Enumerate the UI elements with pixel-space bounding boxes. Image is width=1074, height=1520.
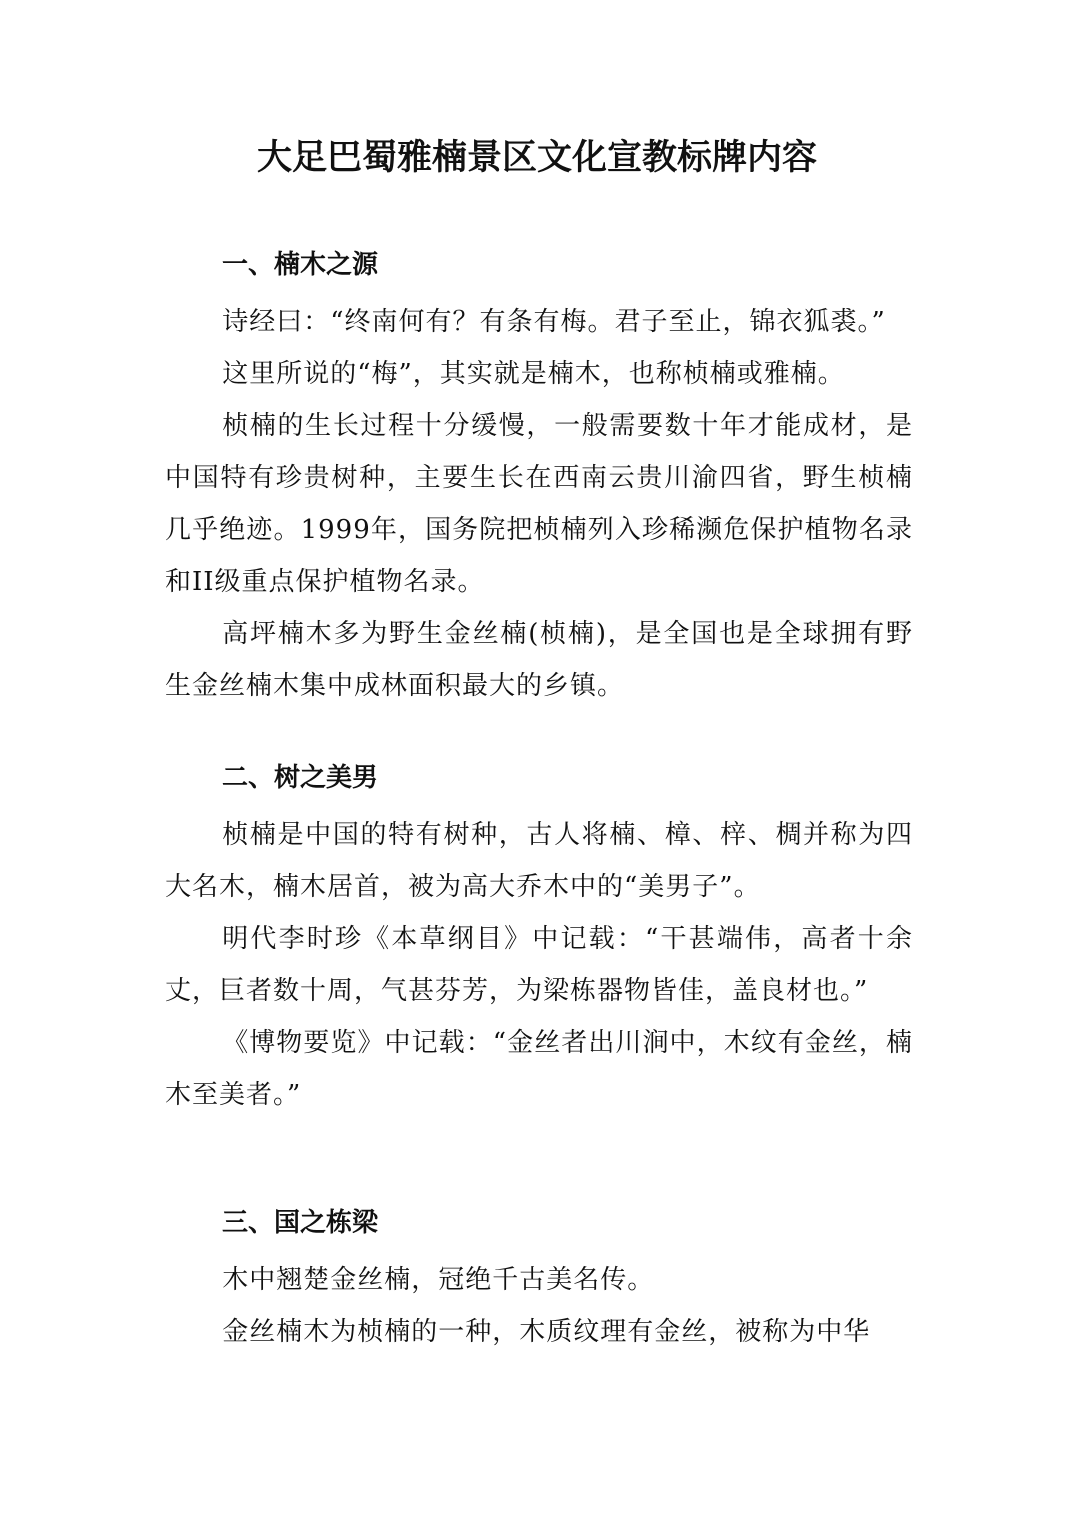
section-body xyxy=(165,1254,913,1358)
section-body xyxy=(165,809,913,1121)
document-title: 大足巴蜀雅楠景区文化宣教标牌内容 xyxy=(256,137,817,178)
section-national-pillar xyxy=(165,1208,913,1358)
paragraph: 高坪楠木多为野生金丝楠(桢楠)，是全国也是全球拥有野生金丝楠木集中成林面积最大的乡镇。 xyxy=(165,619,913,701)
paragraph: 诗经曰：“终南何有？有条有梅。君子至止，锦衣狐裘。” xyxy=(222,307,886,337)
section-nanmu-origin xyxy=(165,250,913,712)
section-heading: 二、树之美男 xyxy=(222,763,379,793)
section-tree-beauty xyxy=(165,763,913,1121)
section-heading: 一、楠木之源 xyxy=(222,250,379,280)
paragraph: 木中翘楚金丝楠，冠绝千古美名传。 xyxy=(222,1265,655,1295)
paragraph: 《博物要览》中记载：“金丝者出川涧中，木纹有金丝，楠木至美者。” xyxy=(165,1028,913,1110)
paragraph: 明代李时珍《本草纲目》中记载：“干甚端伟，高者十余丈，巨者数十周，气甚芬芳，为梁栋器物皆佳，盖良材也。” xyxy=(165,924,913,1006)
paragraph: 这里所说的“梅”，其实就是楠木，也称桢楠或雅楠。 xyxy=(222,359,845,389)
paragraph: 桢楠是中国的特有树种，古人将楠、樟、梓、椆并称为四大名木，楠木居首，被为高大乔木中的“美男子”。 xyxy=(165,820,913,902)
section-body xyxy=(165,296,913,712)
paragraph: 金丝楠木为桢楠的一种，木质纹理有金丝，被称为中华 xyxy=(222,1317,871,1347)
section-heading: 三、国之栋梁 xyxy=(222,1208,379,1238)
paragraph: 桢楠的生长过程十分缓慢，一般需要数十年才能成材，是中国特有珍贵树种，主要生长在西南云贵川渝四省，野生桢楠几乎绝迹。1999年，国务院把桢楠列入珍稀濒危保护植物名录和II级重点保护植物名录。 xyxy=(165,411,913,597)
